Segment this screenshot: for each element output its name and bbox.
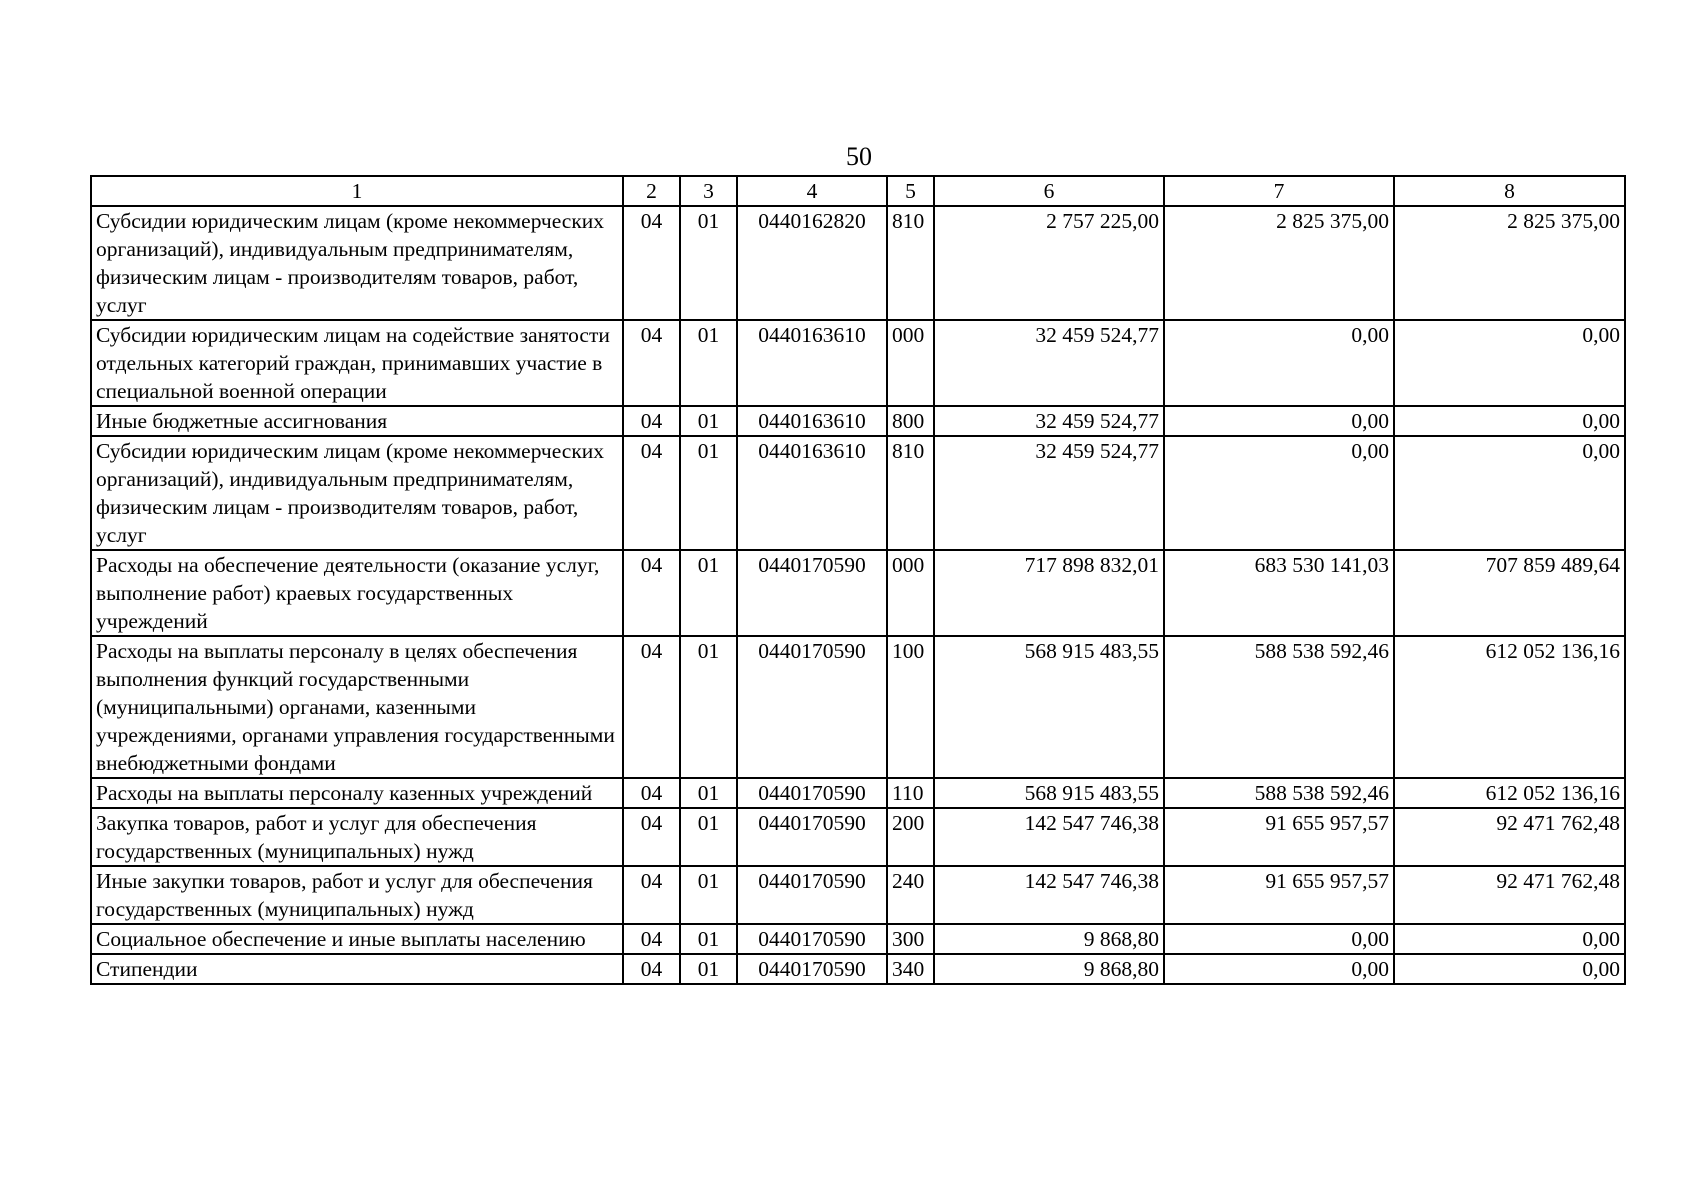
table-row: [91, 778, 1625, 808]
amount-col7: 588 538 592,46: [1164, 636, 1394, 778]
expense-type-code: 240: [887, 866, 934, 924]
table-row: [91, 206, 1625, 320]
target-article-code: 0440170590: [737, 550, 887, 636]
target-article-code: 0440163610: [737, 320, 887, 406]
amount-col6: 142 547 746,38: [934, 866, 1164, 924]
expense-type-code: 000: [887, 550, 934, 636]
subsection-code: 01: [680, 436, 737, 550]
expense-name: Расходы на обеспечение деятельности (оказание услуг, выполнение работ) краевых государственных учреждений: [91, 550, 623, 636]
section-code: 04: [623, 436, 680, 550]
amount-col7: 588 538 592,46: [1164, 778, 1394, 808]
expense-type-code: 200: [887, 808, 934, 866]
expense-type-code: 100: [887, 636, 934, 778]
subsection-code: 01: [680, 206, 737, 320]
amount-col6: 9 868,80: [934, 924, 1164, 954]
column-header: 3: [680, 176, 737, 206]
amount-col6: 717 898 832,01: [934, 550, 1164, 636]
budget-table: [90, 175, 1626, 985]
amount-col8: 612 052 136,16: [1394, 778, 1625, 808]
expense-type-code: 800: [887, 406, 934, 436]
subsection-code: 01: [680, 778, 737, 808]
table-row: [91, 436, 1625, 550]
amount-col7: 0,00: [1164, 320, 1394, 406]
amount-col6: 2 757 225,00: [934, 206, 1164, 320]
target-article-code: 0440163610: [737, 406, 887, 436]
target-article-code: 0440170590: [737, 808, 887, 866]
expense-type-code: 810: [887, 206, 934, 320]
table-row: [91, 320, 1625, 406]
amount-col7: 2 825 375,00: [1164, 206, 1394, 320]
expense-name: Субсидии юридическим лицам (кроме некоммерческих организаций), индивидуальным предпринимателям, физическим лицам - производителям товаров, работ, услуг: [91, 436, 623, 550]
amount-col6: 32 459 524,77: [934, 320, 1164, 406]
table-row: [91, 954, 1625, 984]
amount-col7: 683 530 141,03: [1164, 550, 1394, 636]
column-header: 8: [1394, 176, 1625, 206]
column-header: 1: [91, 176, 623, 206]
subsection-code: 01: [680, 808, 737, 866]
subsection-code: 01: [680, 954, 737, 984]
expense-name: Иные закупки товаров, работ и услуг для обеспечения государственных (муниципальных) нужд: [91, 866, 623, 924]
section-code: 04: [623, 954, 680, 984]
section-code: 04: [623, 320, 680, 406]
amount-col8: 92 471 762,48: [1394, 866, 1625, 924]
table-row: [91, 866, 1625, 924]
expense-type-code: 000: [887, 320, 934, 406]
section-code: 04: [623, 924, 680, 954]
subsection-code: 01: [680, 636, 737, 778]
amount-col6: 568 915 483,55: [934, 636, 1164, 778]
amount-col8: 2 825 375,00: [1394, 206, 1625, 320]
amount-col6: 32 459 524,77: [934, 436, 1164, 550]
amount-col8: 0,00: [1394, 436, 1625, 550]
amount-col7: 91 655 957,57: [1164, 866, 1394, 924]
amount-col8: 0,00: [1394, 320, 1625, 406]
amount-col7: 0,00: [1164, 406, 1394, 436]
amount-col8: 92 471 762,48: [1394, 808, 1625, 866]
expense-name: Стипендии: [91, 954, 623, 984]
column-header: 6: [934, 176, 1164, 206]
section-code: 04: [623, 550, 680, 636]
expense-name: Закупка товаров, работ и услуг для обеспечения государственных (муниципальных) нужд: [91, 808, 623, 866]
amount-col6: 9 868,80: [934, 954, 1164, 984]
target-article-code: 0440170590: [737, 954, 887, 984]
amount-col7: 0,00: [1164, 436, 1394, 550]
expense-type-code: 300: [887, 924, 934, 954]
expense-name: Иные бюджетные ассигнования: [91, 406, 623, 436]
section-code: 04: [623, 636, 680, 778]
amount-col8: 707 859 489,64: [1394, 550, 1625, 636]
section-code: 04: [623, 808, 680, 866]
target-article-code: 0440170590: [737, 778, 887, 808]
column-header: 7: [1164, 176, 1394, 206]
expense-type-code: 110: [887, 778, 934, 808]
table-row: [91, 550, 1625, 636]
expense-type-code: 340: [887, 954, 934, 984]
section-code: 04: [623, 866, 680, 924]
target-article-code: 0440163610: [737, 436, 887, 550]
table-row: [91, 924, 1625, 954]
column-header: 4: [737, 176, 887, 206]
amount-col7: 0,00: [1164, 954, 1394, 984]
subsection-code: 01: [680, 406, 737, 436]
section-code: 04: [623, 778, 680, 808]
amount-col8: 612 052 136,16: [1394, 636, 1625, 778]
expense-name: Социальное обеспечение и иные выплаты населению: [91, 924, 623, 954]
table-row: [91, 406, 1625, 436]
subsection-code: 01: [680, 924, 737, 954]
section-code: 04: [623, 206, 680, 320]
column-header: 5: [887, 176, 934, 206]
subsection-code: 01: [680, 550, 737, 636]
amount-col7: 0,00: [1164, 924, 1394, 954]
section-code: 04: [623, 406, 680, 436]
expense-type-code: 810: [887, 436, 934, 550]
amount-col7: 91 655 957,57: [1164, 808, 1394, 866]
expense-name: Расходы на выплаты персоналу в целях обеспечения выполнения функций государственными (муниципальными) органами, казенными учреждениями, органами управления государственными внебюджетными фондами: [91, 636, 623, 778]
amount-col6: 142 547 746,38: [934, 808, 1164, 866]
amount-col6: 568 915 483,55: [934, 778, 1164, 808]
table-row: [91, 808, 1625, 866]
amount-col8: 0,00: [1394, 406, 1625, 436]
amount-col8: 0,00: [1394, 954, 1625, 984]
expense-name: Субсидии юридическим лицам на содействие занятости отдельных категорий граждан, принимавших участие в специальной военной операции: [91, 320, 623, 406]
amount-col8: 0,00: [1394, 924, 1625, 954]
target-article-code: 0440170590: [737, 636, 887, 778]
target-article-code: 0440170590: [737, 924, 887, 954]
amount-col6: 32 459 524,77: [934, 406, 1164, 436]
target-article-code: 0440162820: [737, 206, 887, 320]
expense-name: Расходы на выплаты персоналу казенных учреждений: [91, 778, 623, 808]
subsection-code: 01: [680, 320, 737, 406]
subsection-code: 01: [680, 866, 737, 924]
expense-name: Субсидии юридическим лицам (кроме некоммерческих организаций), индивидуальным предпринимателям, физическим лицам - производителям товаров, работ, услуг: [91, 206, 623, 320]
table-row: [91, 636, 1625, 778]
page-number: 50: [846, 142, 872, 171]
column-header: 2: [623, 176, 680, 206]
target-article-code: 0440170590: [737, 866, 887, 924]
column-number-row: [91, 176, 1625, 206]
